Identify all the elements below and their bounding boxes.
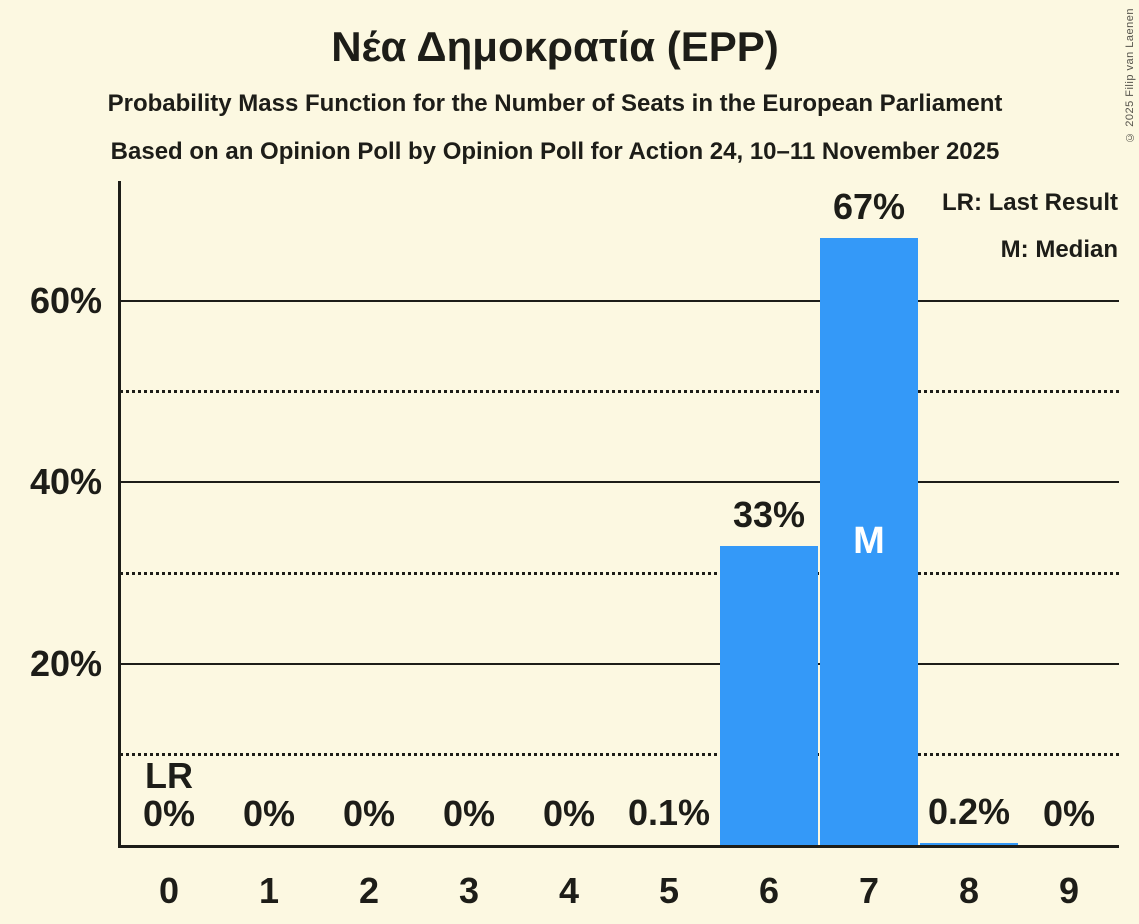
x-tick-label-1: 1: [258, 870, 280, 911]
y-tick-label-40: 40%: [29, 461, 102, 503]
gridline-solid-40: [120, 481, 1119, 483]
bar-label-seats-9: 0%: [1042, 793, 1096, 834]
chart-subtitle-function: Probability Mass Function for the Number of Seats in the European Parliament: [107, 90, 1003, 117]
y-tick-label-60: 60%: [29, 280, 102, 322]
x-tick-label-4: 4: [558, 870, 580, 911]
median-marker-label: M: [853, 520, 885, 563]
chart-title: Νέα Δημοκρατία (EPP): [331, 23, 779, 70]
bar-label-seats-5: 0.1%: [627, 792, 711, 834]
y-axis-line: [118, 181, 121, 848]
gridline-dotted-10: [120, 753, 1119, 756]
bar-label-seats-4: 0%: [542, 793, 596, 834]
bar-label-seats-3: 0%: [442, 793, 496, 834]
x-tick-label-7: 7: [858, 870, 880, 911]
bar-label-seats-6: 33%: [732, 493, 806, 535]
x-tick-label-3: 3: [458, 870, 480, 911]
copyright-notice: © 2025 Filip van Laenen: [1124, 8, 1136, 143]
y-tick-label-20: 20%: [29, 642, 102, 684]
legend-last-result: LR: Last Result: [941, 189, 1118, 216]
gridline-solid-20: [120, 663, 1119, 665]
x-tick-label-2: 2: [358, 870, 380, 911]
x-tick-label-5: 5: [658, 870, 680, 911]
x-tick-label-9: 9: [1058, 870, 1080, 911]
bar-label-seats-8: 0.2%: [927, 791, 1011, 833]
chart-subtitle-source: Based on an Opinion Poll by Opinion Poll for Action 24, 10–11 November 2025: [110, 138, 1000, 165]
legend-median: M: Median: [1000, 236, 1118, 263]
bar-label-seats-0: 0%: [142, 793, 196, 834]
x-tick-label-0: 0: [158, 870, 180, 911]
gridline-dotted-50: [120, 390, 1119, 393]
bar-label-seats-2: 0%: [342, 793, 396, 834]
bar-label-seats-7: 67%: [832, 185, 906, 227]
x-tick-label-8: 8: [958, 870, 980, 911]
gridline-dotted-30: [120, 572, 1119, 575]
x-tick-label-6: 6: [758, 870, 780, 911]
bar-seats-6: [720, 546, 818, 845]
last-result-marker-label: LR: [145, 755, 193, 797]
x-axis-line: [118, 845, 1119, 848]
gridline-solid-60: [120, 300, 1119, 302]
bar-label-seats-1: 0%: [242, 793, 296, 834]
